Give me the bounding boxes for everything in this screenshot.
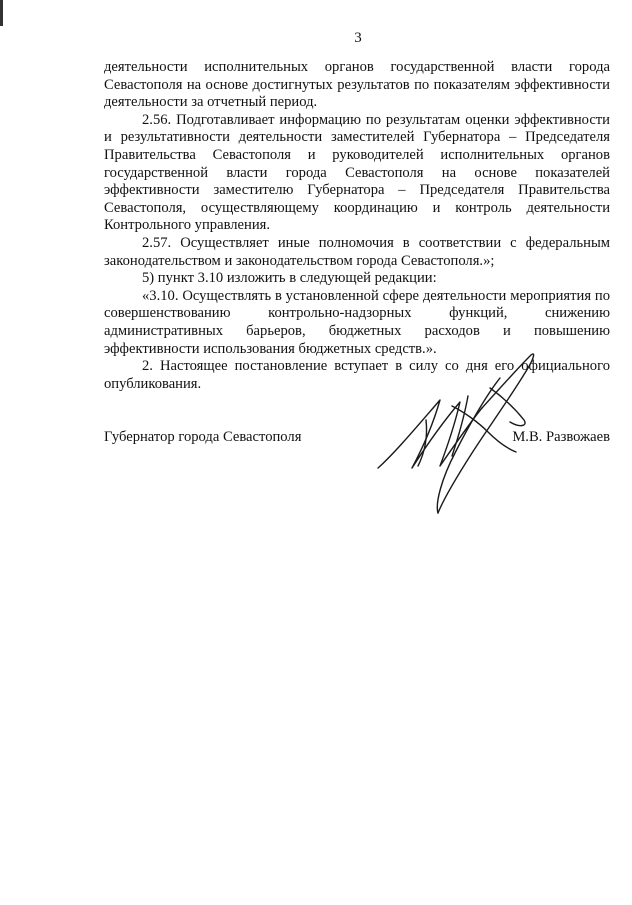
scan-edge-mark bbox=[0, 0, 3, 26]
signatory-position: Губернатор города Севастополя bbox=[104, 429, 302, 445]
paragraph-effective-date: 2. Настоящее постановление вступает в силу со дня его официального опубликования. bbox=[104, 358, 610, 392]
paragraph-2-57: 2.57. Осуществляет иные полномочия в соответствии с федеральным законодательством и законодательством города Севастополя.»; bbox=[104, 234, 610, 269]
paragraph-continuation: деятельности исполнительных органов государственной власти города Севастополя на основе достигнутых результатов по показателям эффективности деятельности за отчетный период. bbox=[104, 59, 610, 111]
paragraph-3-10: «3.10. Осуществлять в установленной сфере деятельности мероприятия по совершенствованию контрольно-надзорных функций, снижению административных барьеров, бюджетных расходов и повышению эффективности использования бюджетных средств.». bbox=[104, 287, 610, 357]
signature-block bbox=[104, 428, 610, 448]
paragraph-amendment-5: 5) пункт 3.10 изложить в следующей редакции: bbox=[142, 270, 437, 287]
signatory-name: М.В. Развожаев bbox=[512, 429, 610, 445]
page-number: 3 bbox=[354, 30, 362, 46]
paragraph-2-56: 2.56. Подготавливает информацию по результатам оценки эффективности и результативности деятельности заместителей Губернатора – Председателя Правительства Севастополя и руководителей исполнительных органов государственной власти города Севастополя на основе показателей эффективности заместителю Губернатора – Председателя Правительства Севастополя, осуществляющему координацию и контроль деятельности Контрольного управления. bbox=[104, 111, 610, 234]
